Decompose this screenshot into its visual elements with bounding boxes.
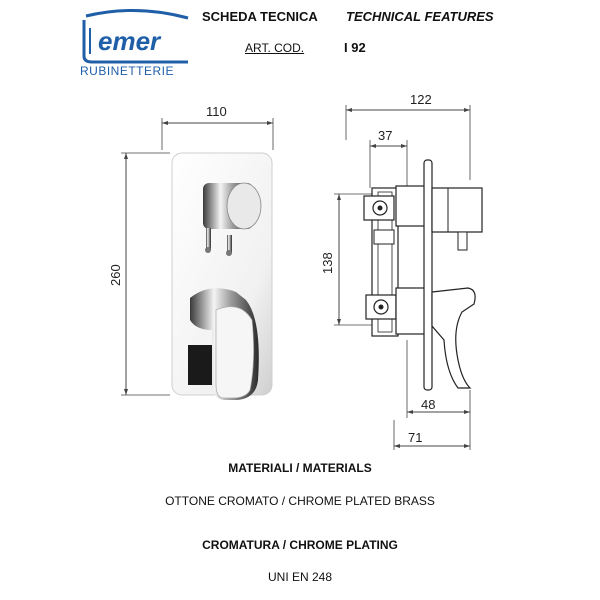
title-italian: SCHEDA TECNICA bbox=[202, 9, 318, 24]
dim-front-width: 110 bbox=[206, 104, 227, 119]
plating-title: CROMATURA / CHROME PLATING bbox=[202, 538, 398, 552]
article-code-label: ART. COD. bbox=[245, 41, 305, 55]
dim-side-body: 37 bbox=[378, 128, 393, 143]
side-view bbox=[320, 92, 482, 450]
materials-title: MATERIALI / MATERIALS bbox=[228, 461, 372, 475]
article-code-value: I 92 bbox=[344, 40, 366, 55]
plating-value: UNI EN 248 bbox=[267, 570, 333, 584]
dim-side-lever: 48 bbox=[421, 397, 436, 412]
technical-drawing bbox=[0, 90, 600, 450]
dim-side-spacing: 138 bbox=[320, 252, 335, 274]
svg-text:emer: emer bbox=[98, 26, 161, 56]
dim-side-total: 122 bbox=[410, 92, 432, 107]
brand-subtitle: RUBINETTERIE bbox=[80, 64, 175, 78]
dim-side-offset: 71 bbox=[408, 430, 423, 445]
materials-value: OTTONE CROMATO / CHROME PLATED BRASS bbox=[165, 494, 435, 508]
dim-front-height: 260 bbox=[108, 264, 123, 286]
title-english: TECHNICAL FEATURES bbox=[346, 9, 494, 24]
front-view bbox=[108, 104, 273, 400]
